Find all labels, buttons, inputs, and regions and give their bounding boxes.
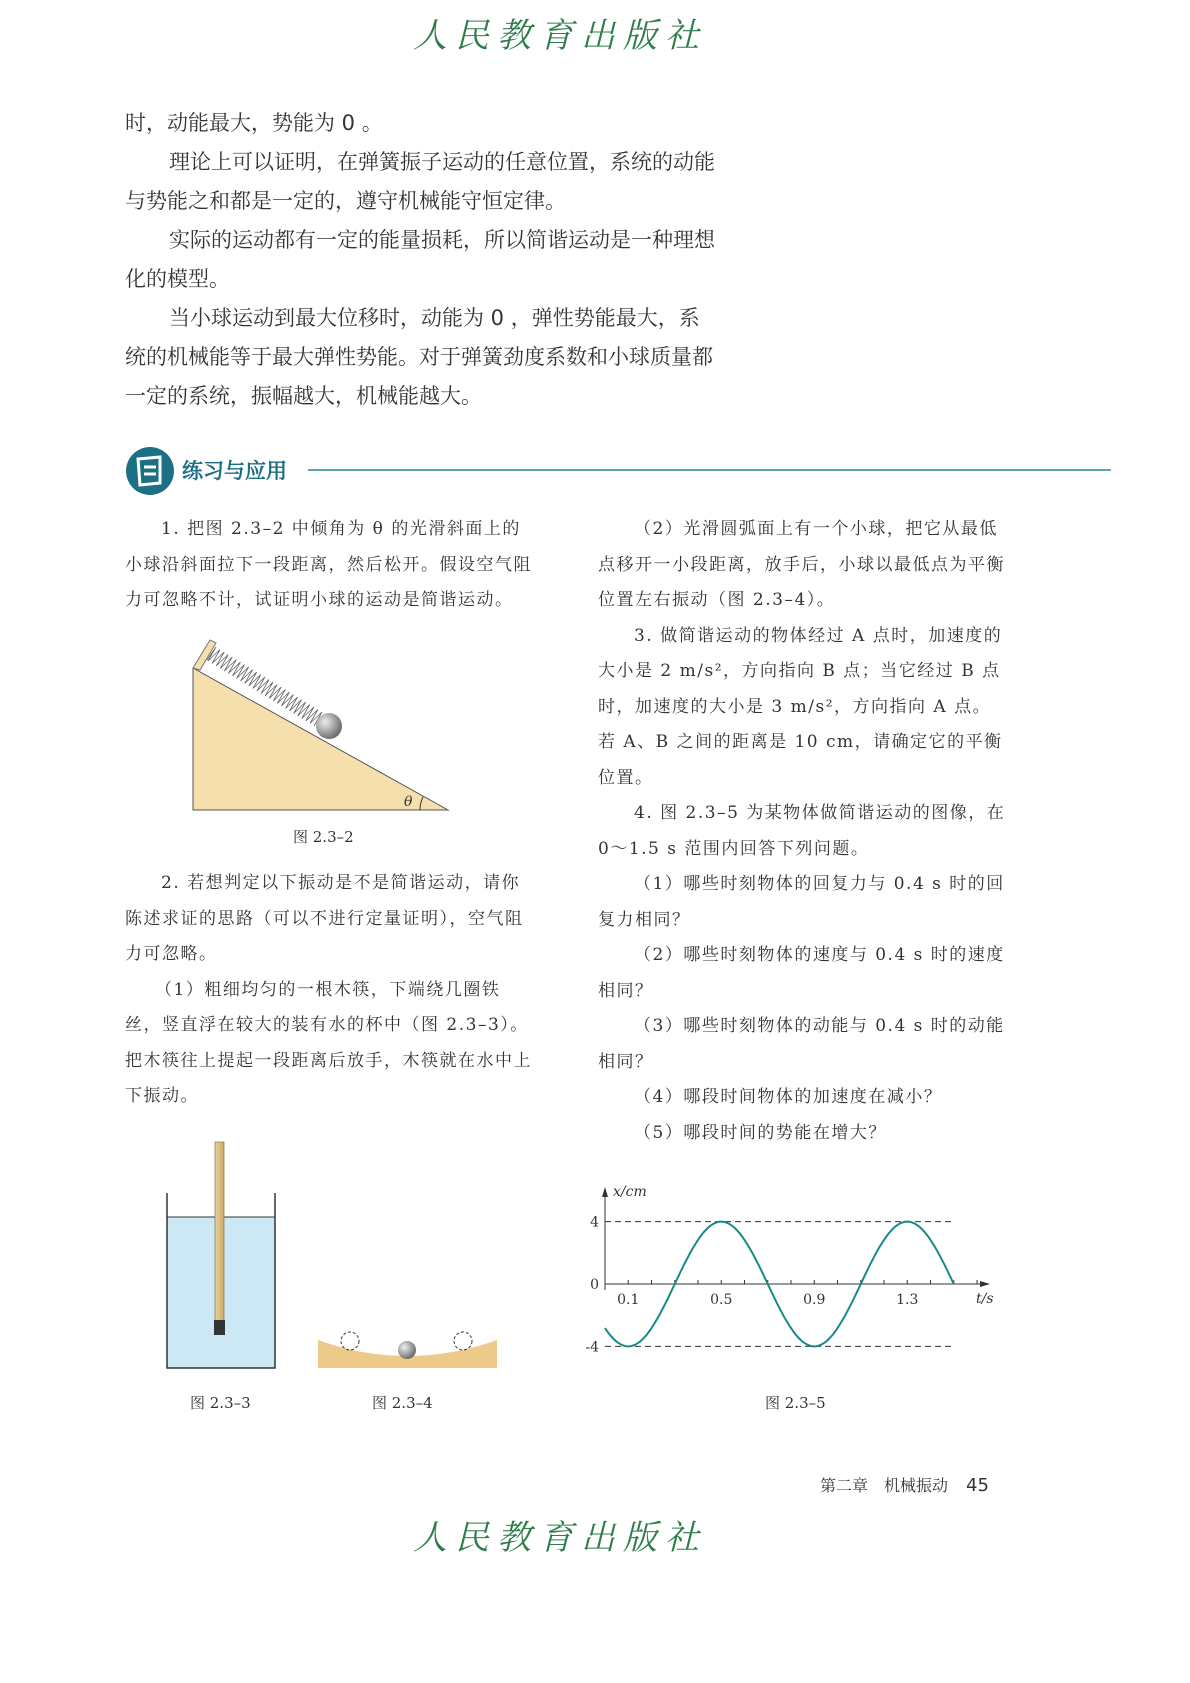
question-4-1: （1）哪些时刻物体的回复力与 0.4 s 时的回复力相同？ [598,874,1005,930]
x-axis-label: t/s [976,1291,994,1307]
publisher-logo-bottom: 人民教育出版社 [413,1518,707,1558]
publisher-logo-top: 人民教育出版社 [413,16,707,56]
page-number: 45 [966,1475,989,1496]
question-4-3: （3）哪些时刻物体的动能与 0.4 s 时的动能相同？ [598,1016,1005,1072]
figure-caption: 图 2.3–2 [293,828,354,846]
figure-caption: 图 2.3–5 [765,1394,826,1412]
figure-2-3-5-chart [585,1184,993,1355]
x-tick-label: 0.1 [617,1292,640,1308]
ball [398,1341,416,1359]
y-axis-label: x/cm [613,1184,647,1200]
x-tick-label: 0.9 [803,1292,826,1308]
paragraph: 理论上可以证明，在弹簧振子运动的任意位置，系统的动能与势能之和都是一定的，遵守机械能守恒定律。 [125,150,715,213]
y-tick-label: -4 [585,1339,599,1356]
question-4-2: （2）哪些时刻物体的速度与 0.4 s 时的速度相同？ [598,945,1005,1001]
paragraph: 实际的运动都有一定的能量损耗，所以简谐运动是一种理想化的模型。 [125,228,715,291]
y-tick-label: 4 [590,1214,599,1231]
section-title: 练习与应用 [182,459,287,483]
figure-caption: 图 2.3–3 [190,1394,251,1412]
paragraph: 当小球运动到最大位移时，动能为 0 ，弹性势能最大，系统的机械能等于最大弹性势能。对于弹簧劲度系数和小球质量都一定的系统，振幅越大，机械能越大。 [125,306,713,408]
figure-2-3-3-beaker [167,1142,275,1368]
angle-label: θ [404,794,413,810]
ball-position-right [454,1332,472,1350]
y-tick-label: 0 [590,1277,599,1293]
x-axis-arrow [980,1281,990,1287]
figure-2-3-2-incline [193,640,448,810]
paragraph: 时，动能最大，势能为 0 。 [125,111,383,135]
x-tick-label: 1.3 [896,1292,919,1308]
question-4-5: （5）哪段时间的势能在增大？ [634,1122,887,1143]
question-4: 4. 图 2.3–5 为某物体做简谐运动的图像，在 0～1.5 s 范围内回答下列问题。 [598,803,1006,859]
question-1: 1. 把图 2.3–2 中倾角为 θ 的光滑斜面上的小球沿斜面拉下一段距离，然后松开。假设空气阻力可忽略不计，试证明小球的运动是简谐运动。 [125,519,532,610]
figure-caption: 图 2.3–4 [372,1394,433,1412]
ball [316,713,342,739]
question-3: 3. 做简谐运动的物体经过 A 点时，加速度的大小是 2 m/s²，方向指向 B 点；当它经过 B 点时，加速度的大小是 3 m/s²，方向指向 A 点。若 A、B 之间的距离是 10 cm，请确定它的平衡位置。 [598,625,1003,788]
question-4-4: （4）哪段时间物体的加速度在减小？ [634,1087,943,1107]
figure-2-3-4-arc [318,1332,497,1368]
chopstick [215,1142,224,1325]
question-2: 2. 若想判定以下振动是不是简谐运动，请你陈述求证的思路（可以不进行定量证明），空气阻力可忽略。 [125,873,524,964]
ball-position-left [341,1332,359,1350]
y-axis-arrow [602,1187,608,1197]
iron-wire [214,1320,225,1335]
question-2-2: （2）光滑圆弧面上有一个小球，把它从最低点移开一小段距离，放手后，小球以最低点为平衡位置左右振动（图 2.3–4）。 [598,519,1005,610]
question-2-1: （1）粗细均匀的一根木筷，下端绕几圈铁丝，竖直浮在较大的装有水的杯中（图 2.3–3）。把木筷往上提起一段距离后放手，木筷就在水中上下振动。 [125,979,532,1106]
chapter-title: 第二章 机械振动 [820,1476,949,1495]
x-tick-label: 0.5 [710,1292,733,1308]
page-footer [820,1473,989,1496]
